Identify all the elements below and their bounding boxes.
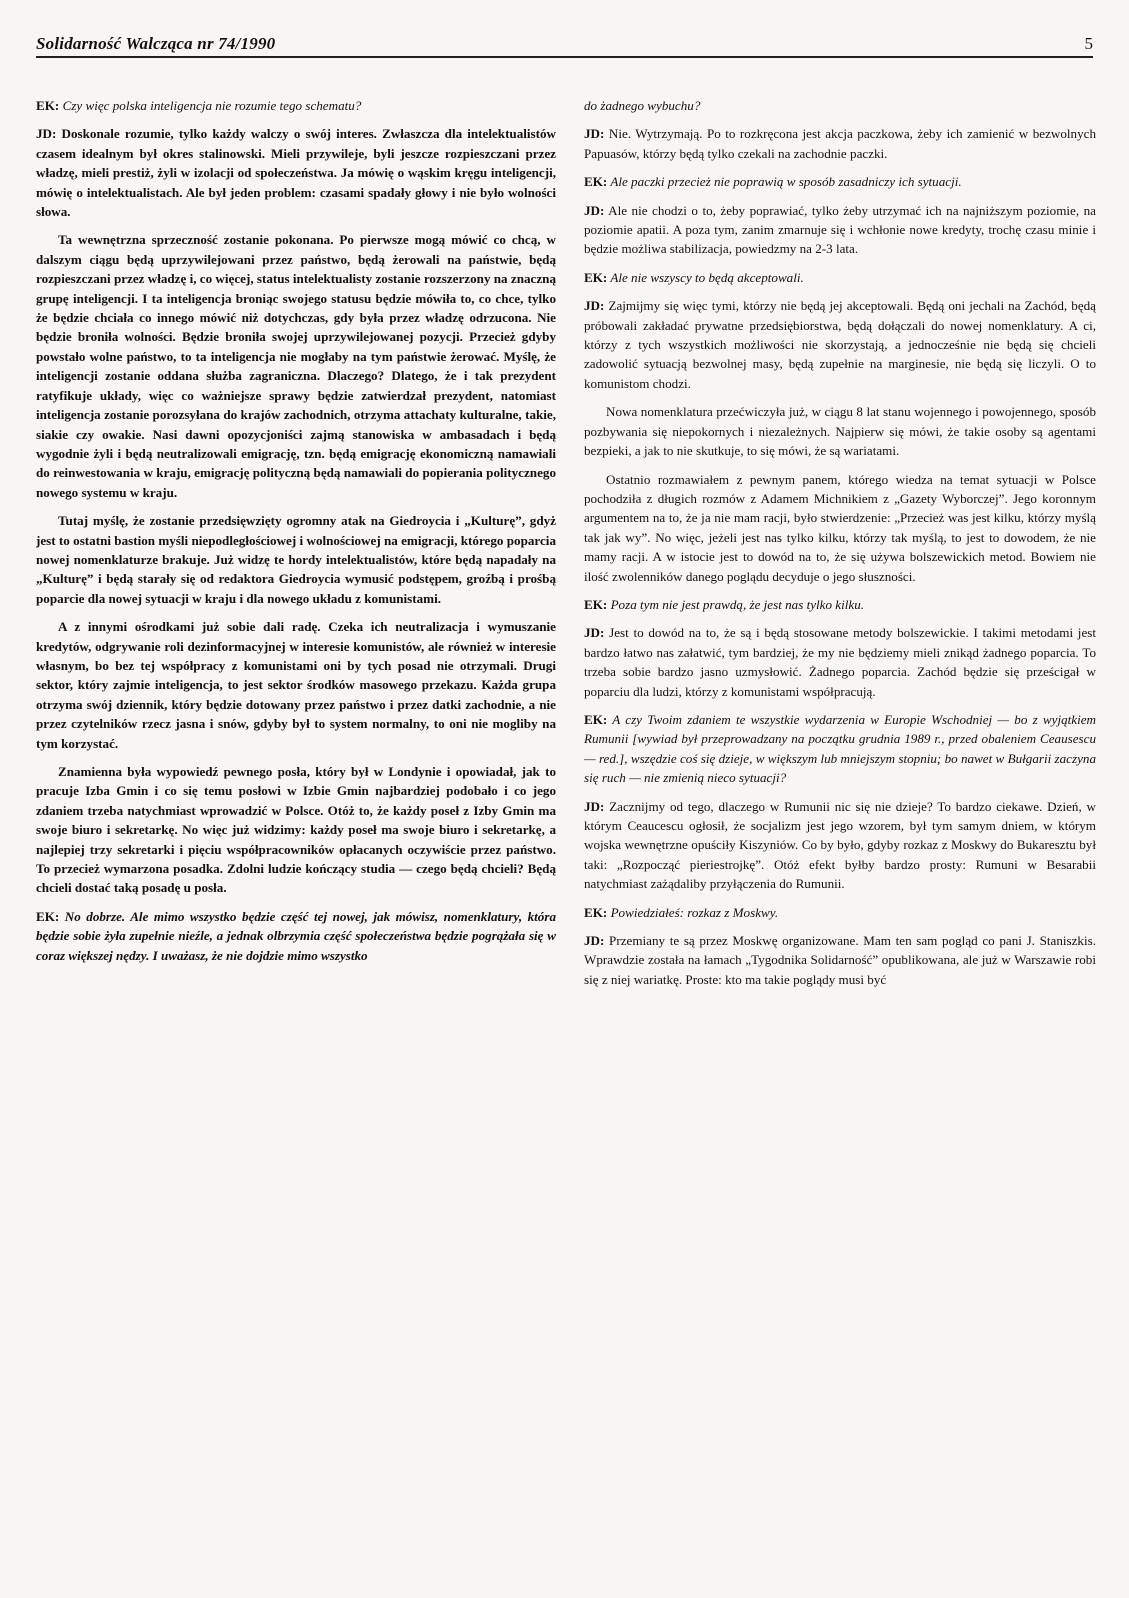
left-column: [36, 96, 556, 1566]
paragraph: EK: A czy Twoim zdaniem te wszystkie wydarzenia w Europie Wschodniej — bo z wyjątkiem Rumunii [wywiad był przeprowadzany na początku grudnia 1989 r., przed obaleniem Ceausescu — red.], wszędzie coś się dzieje, w większym lub mniejszym stopniu; bo nawet w Bułgarii zaczyna się ruch — nie zmienią nieco sytuacji?: [584, 711, 1096, 786]
page-number: 5: [1084, 34, 1093, 53]
paragraph: Nowa nomenklatura przećwiczyła już, w ciągu 8 lat stanu wojennego i powojennego, sposób pozbywania się niepokornych i niezależnych. Najpierw się mówi, że takie osoby są agentami bezpieki, a jak to nie skutkuje, to się mówi, że są wariatami.: [584, 404, 1096, 459]
paragraph: JD: Nie. Wytrzymają. Po to rozkręcona jest akcja paczkowa, żeby ich zamienić w bezwolnych Papuasów, którzy będą tylko czekali na zachodnie paczki.: [584, 126, 1096, 161]
paragraph: EK: Powiedziałeś: rozkaz z Moskwy.: [584, 904, 779, 920]
paragraph: EK: Ale nie wszyscy to będą akceptowali.: [584, 269, 804, 285]
paragraph: do żadnego wybuchu?: [584, 98, 701, 113]
paragraph: EK: Ale paczki przecież nie poprawią w sposób zasadniczy ich sytuacji.: [584, 174, 962, 190]
paragraph: Ostatnio rozmawiałem z pewnym panem, którego wiedza na temat sytuacji w Polsce pochodziła z długich rozmów z Adamem Michnikiem z „Gazety Wyborczej”. Jego koronnym argumentem na to, że ja nie mam racji, było stwierdzenie: „Przecież was jest kilku, którzy myślą tak jak wy”. No więc, jeżeli jest nas tylko kilku, którzy tak myślą, to jest to dowodem, że nie mamy racji. A w istocie jest to dowód na to, że się używa bolszewickich metod. Bowiem nie ilość zwolenników danego poglądu decyduje o jego słuszności.: [584, 471, 1096, 584]
paragraph: JD: Zajmijmy się więc tymi, którzy nie będą jej akceptowali. Będą oni jechali na Zachód, będą próbowali zakładać prywatne przedsiębiorstwa, będą dołączali do nowej nomenklatury. A ci, którzy z tych wszystkich możliwości nie skorzystają, a jednocześnie nie będą się chcieli zadowolić sytuacją bezwolnej masy, będą zupełnie na marginesie, nie będą się liczyli. O to komunistom chodzi.: [584, 298, 1096, 391]
right-column: [584, 96, 1096, 1566]
paragraph: A z innymi ośrodkami już sobie dali radę. Czeka ich neutralizacja i wymuszanie kredytów, odgrywanie roli dezinformacyjnej w interesie komunistów, ale również w interesie własnym, bo bez tej współpracy z komunistami oni by tych posad nie otrzymali. Drugi sektor, który zajmie inteligencja, to jest sektor środków masowego przekazu. Każda grupa otrzyma swój dziennik, który będzie dotowany przez państwo i przez datki zachodnie, a nie przez czytelników rzecz jasna i snów, gdyby był to system normalny, to oni nie mogliby na tym korzystać.: [36, 619, 556, 751]
paragraph: JD: Zacznijmy od tego, dlaczego w Rumunii nic się nie dzieje? To bardzo ciekawe. Dzień, w którym Ceaucescu ogłosił, że socjalizm jest jego wzorem, był tym samym dniem, w którym wojska wewnętrzne opuściły Kiszyniów. Co by było, gdyby rozkaz z Moskwy do Bukaresztu był taki: „Rozpocząć pieriestrojkę”. Otóż efekt byłby bardzo prosty: Rumuni w Besarabii natychmiast zażądaliby przyłączenia do Rumunii.: [584, 798, 1096, 892]
paragraph: Tutaj myślę, że zostanie przedsięwzięty ogromny atak na Giedroycia i „Kulturę”, gdyż jest to ostatni bastion myśli niepodległościowej i wolnościowej na emigracji, którego poparcia nowej nomenklaturze brakuje. Już widzę te hordy intelektualistów, które będą napadały na „Kulturę” i będą starały się od redaktora Giedroycia wymusić podstępem, groźbą i prośbą poparcie dla nowej sytuacji w kraju i dla nowego układu z komunistami.: [36, 513, 556, 606]
page-header: [36, 28, 1093, 58]
paragraph: EK: Poza tym nie jest prawdą, że jest nas tylko kilku.: [584, 596, 865, 612]
paragraph: JD: Jest to dowód na to, że są i będą stosowane metody bolszewickie. I takimi metodami jest bardzo łatwo nas załatwić, tym bardziej, że my nie będziemy mieli znikąd żadnego poparcia. To trzeba sobie bardzo jasno uzmysłowić. Żadnego poparcia. Zachód będzie się prześcigał w poparciu dla ludzi, którzy z komunistami współpracują.: [584, 625, 1096, 699]
paragraph: JD: Doskonale rozumie, tylko każdy walczy o swój interes. Zwłaszcza dla intelektualistów czasem idealnym był okres stalinowski. Mieli przywileje, byli jeszcze rozpieszczani przez władzę, mieli prestiż, żyli w izolacji od społeczeństwa. Ja mówię o wąskim kręgu inteligencji, mówię o intelektualistach. Ale był jeden problem: czasami spadały głowy i nie było wolności słowa.: [36, 126, 556, 220]
paragraph: JD: Przemiany te są przez Moskwę organizowane. Mam ten sam pogląd co pani J. Staniszkis. Wprawdzie została na łamach „Tygodnika Solidarność” opublikowana, ale już w Warszawie robi się z niej wariatkę. Proste: kto ma takie poglądy musi być: [584, 933, 1096, 987]
paragraph: EK: Czy więc polska inteligencja nie rozumie tego schematu?: [36, 98, 362, 113]
paragraph: JD: Ale nie chodzi o to, żeby poprawiać, tylko żeby utrzymać ich na najniższym poziomie, na poziomie apatii. A poza tym, zanim zmarnuje się i wchłonie nowe kredyty, trochę czasu minie i będzie możliwa stabilizacja, powiedzmy na 2-3 lata.: [584, 202, 1096, 257]
paragraph: Znamienna była wypowiedź pewnego posła, który był w Londynie i opowiadał, jak to pracuje Izba Gmin i co się temu posłowi w Izbie Gmin najbardziej podobało i co jego zdaniem trzeba natychmiast wprowadzić w Polsce. Otóż to, że każdy poseł z Izby Gmin ma swoje biuro i sekretarkę. No więc już widzimy: każdy poseł ma swoje biuro i sekretarkę, a najlepiej trzy sekretarki i pięciu współpracowników opłacanych oczywiście przez państwo. To przecież wymarzona posadka. Zdolni ludzie kończący studia — czego będą chcieli? Będą chcieli dostać taką posadę u posła.: [36, 764, 556, 896]
paragraph: EK: No dobrze. Ale mimo wszystko będzie część tej nowej, jak mówisz, nomenklatury, która będzie sobie żyła zupełnie nieźle, a jednak olbrzymia część społeczeństwa będzie pogrążała się w coraz większej nędzy. I uważasz, że nie dojdzie mimo wszystko: [36, 908, 556, 963]
publication-title: Solidarność Walcząca nr 74/1990: [36, 34, 276, 53]
paragraph: Ta wewnętrzna sprzeczność zostanie pokonana. Po pierwsze mogą mówić co chcą, w dalszym ciągu będą uprzywilejowani przez państwo, będą żerowali na państwie, będą rozpieszczani przez władzę i, co więcej, status intelektualisty zostanie rozszerzony na znaczną grupę inteligencji. I ta inteligencja broniąc swojego statusu będzie mówiła to, co chce, tylko że będzie chciała co innego mówić niż dotychczas, gdy była przez władzę odrzucona. Nie będzie broniła wolności. Będzie broniła swojej uprzywilejowanej pozycji. Przecież gdyby powstało wolne państwo, to ta inteligencja nie mogłaby na tym państwie żerować. Myślę, że inteligencji zostanie oddana służba zagraniczna. Dlaczego? Dlatego, że i tak prezydent ratyfikuje układy, więc co ważniejsze sprawy będzie zatwierdzał prezydent, natomiast inteligencja zostanie porozsyłana do krajów zachodnich, otrzyma attachaty kulturalne, takie, siakie czy owakie. Nasi dawni opozycjoniści zajmą stanowiska w ambasadach i będą wygodnie żyli i będą neutralizowali emigrację, tzn. będą emigrację ekonomiczną namawiali do reinwestowania w kraju, emigrację polityczną będą namawiali do popierania politycznego nowego systemu w kraju.: [36, 232, 556, 500]
